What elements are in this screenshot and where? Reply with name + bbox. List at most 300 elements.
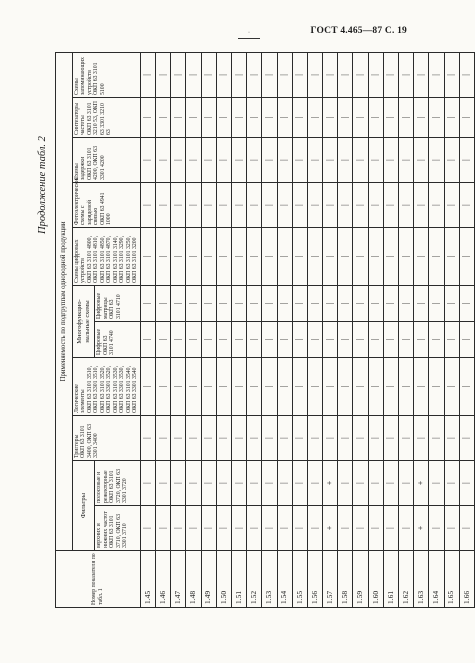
table-cell: |: [292, 416, 307, 461]
applicability-table: [55, 52, 475, 608]
table-cell: |: [429, 461, 444, 506]
column-codes: ОКП 63 3101 3210 53, ОКП 63 3301 3210 63: [86, 101, 113, 135]
table-cell: |: [399, 183, 414, 228]
table-row: [414, 52, 429, 607]
table-cell: |: [262, 286, 277, 322]
table-cell: |: [338, 286, 353, 322]
table-cell: |: [247, 52, 262, 97]
table-cell: |: [201, 286, 216, 322]
row-number: 1.65: [444, 551, 459, 608]
table-cell: |: [444, 138, 459, 183]
column-header: [73, 138, 141, 183]
column-codes: ОКП 63 3101 4800, ОКП 63 3101 4810, ОКП 63 3101 4850, ОКП 63 3101 4870, ОКП 63 3101 3140, ОКП 63 3101 3290, ОКП 63 3101 3250, ОКП 63 3101 3200: [86, 235, 139, 283]
table-cell: |: [307, 506, 322, 551]
table-row: [292, 52, 307, 607]
table-cell: |: [399, 322, 414, 358]
table-cell: |: [338, 138, 353, 183]
table-cell: |: [414, 98, 429, 138]
table-cell: |: [444, 286, 459, 322]
row-number-header: Номер показателя по табл. 1: [56, 551, 141, 608]
table-row: [247, 52, 262, 607]
page-mark: ·: [238, 30, 260, 39]
table-cell: |: [201, 322, 216, 358]
table-cell: |: [231, 138, 246, 183]
table-row: [201, 52, 216, 607]
table-cell: |: [247, 98, 262, 138]
column-header: [73, 98, 141, 138]
table-cell: |: [383, 461, 398, 506]
table-cell: |: [307, 98, 322, 138]
table-cell: |: [186, 228, 201, 286]
row-number: 1.48: [186, 551, 201, 608]
table-cell: |: [216, 52, 231, 97]
column-name: Триггеры: [74, 434, 80, 458]
table-cell: |: [216, 286, 231, 322]
row-number: 1.56: [307, 551, 322, 608]
table-cell: |: [414, 416, 429, 461]
table-cell: |: [353, 228, 368, 286]
row-number: 1.62: [399, 551, 414, 608]
table-cell: |: [307, 138, 322, 183]
table-cell: |: [307, 183, 322, 228]
table-cell: |: [140, 138, 155, 183]
table-cell: |: [186, 322, 201, 358]
table-cell: |: [429, 52, 444, 97]
table-cell: |: [368, 52, 383, 97]
table-row: [429, 52, 444, 607]
continuation-label: Продолжение табл. 2: [37, 136, 48, 234]
table-cell: |: [262, 228, 277, 286]
table-cell: |: [307, 228, 322, 286]
table-cell: |: [292, 183, 307, 228]
table-cell: +: [414, 461, 429, 506]
table-cell: |: [277, 52, 292, 97]
table-cell: |: [459, 52, 474, 97]
table-cell: |: [277, 98, 292, 138]
table-cell: |: [156, 52, 171, 97]
table-cell: |: [140, 461, 155, 506]
table-cell: |: [262, 506, 277, 551]
table-cell: |: [353, 138, 368, 183]
table-cell: |: [444, 416, 459, 461]
table-cell: |: [292, 52, 307, 97]
column-header: [95, 322, 140, 358]
table-cell: |: [353, 461, 368, 506]
page-header: ГОСТ 4.465—87 С. 19: [310, 26, 407, 36]
table-cell: |: [216, 98, 231, 138]
table-cell: |: [201, 506, 216, 551]
table-cell: |: [353, 183, 368, 228]
table-cell: |: [399, 286, 414, 322]
table-cell: |: [307, 461, 322, 506]
column-name: Схемы задержки: [74, 156, 87, 180]
table-cell: |: [292, 98, 307, 138]
column-codes: ОКП 63 3101 3710, ОКП 63 3301 3710: [109, 514, 129, 548]
table-cell: |: [399, 416, 414, 461]
table-cell: |: [262, 461, 277, 506]
table-cell: |: [201, 416, 216, 461]
table-cell: |: [368, 183, 383, 228]
table-cell: |: [186, 183, 201, 228]
table-cell: |: [444, 506, 459, 551]
table-cell: |: [156, 138, 171, 183]
table-cell: |: [171, 506, 186, 551]
table-cell: |: [140, 183, 155, 228]
table-cell: |: [247, 183, 262, 228]
table-cell: |: [171, 98, 186, 138]
table-cell: |: [216, 416, 231, 461]
column-codes: ОКП 63 3101 3720, ОКП 63 3301 3720: [109, 469, 129, 503]
table-cell: |: [231, 461, 246, 506]
table-cell: |: [459, 416, 474, 461]
table-cell: |: [262, 322, 277, 358]
table-cell: |: [459, 461, 474, 506]
table-row: [262, 52, 277, 607]
table-cell: +: [323, 506, 338, 551]
table-cell: |: [429, 98, 444, 138]
table-cell: |: [171, 228, 186, 286]
table-cell: |: [368, 461, 383, 506]
table-cell: |: [323, 138, 338, 183]
table-cell: |: [399, 358, 414, 416]
table-cell: |: [399, 52, 414, 97]
column-name: Фотоэлектрические схемы с зарядовой связью: [74, 176, 100, 225]
table-cell: |: [292, 228, 307, 286]
table-cell: |: [383, 138, 398, 183]
table-cell: |: [368, 322, 383, 358]
row-number: 1.64: [429, 551, 444, 608]
table-cell: |: [277, 286, 292, 322]
table-cell: |: [429, 506, 444, 551]
row-number: 1.55: [292, 551, 307, 608]
table-cell: |: [323, 322, 338, 358]
table-cell: |: [156, 506, 171, 551]
column-name: Цифровые: [96, 328, 103, 355]
table-cell: |: [171, 286, 186, 322]
table-cell: |: [140, 506, 155, 551]
table-cell: |: [277, 506, 292, 551]
row-number: 1.60: [368, 551, 383, 608]
table-cell: |: [414, 138, 429, 183]
table-cell: |: [338, 183, 353, 228]
column-codes: ОКП 63 3101 3400, ОКП 63 3301 3400: [80, 424, 100, 458]
table-cell: |: [368, 98, 383, 138]
table-cell: |: [262, 98, 277, 138]
table-cell: |: [231, 98, 246, 138]
table-cell: |: [201, 52, 216, 97]
table-cell: |: [186, 358, 201, 416]
table-cell: |: [186, 506, 201, 551]
row-number: 1.57: [323, 551, 338, 608]
table-cell: |: [323, 286, 338, 322]
column-header: [95, 461, 140, 506]
table-cell: |: [414, 228, 429, 286]
table-cell: |: [399, 98, 414, 138]
table-cell: |: [459, 98, 474, 138]
table-cell: |: [307, 52, 322, 97]
table-row: [383, 52, 398, 607]
table-cell: |: [201, 461, 216, 506]
table-row: [171, 52, 186, 607]
column-codes: ОКП 63 3101 4710: [109, 294, 122, 319]
table-cell: |: [231, 358, 246, 416]
table-cell: |: [231, 52, 246, 97]
row-number: 1.47: [171, 551, 186, 608]
column-name: Схемы цифровых устройств: [74, 239, 87, 283]
table-cell: |: [216, 138, 231, 183]
table-cell: |: [277, 228, 292, 286]
table-cell: |: [140, 228, 155, 286]
table-cell: |: [247, 322, 262, 358]
table-cell: |: [171, 322, 186, 358]
table-cell: |: [338, 461, 353, 506]
table-row: [156, 52, 171, 607]
table-cell: |: [216, 228, 231, 286]
table-cell: |: [383, 358, 398, 416]
table-cell: |: [292, 322, 307, 358]
table-cell: |: [323, 358, 338, 416]
table-cell: |: [292, 358, 307, 416]
table-cell: |: [307, 358, 322, 416]
row-number: 1.45: [140, 551, 155, 608]
table-cell: |: [383, 322, 398, 358]
table-cell: |: [231, 322, 246, 358]
table-cell: |: [444, 322, 459, 358]
table-body: [140, 52, 474, 607]
table-cell: |: [216, 322, 231, 358]
table-cell: |: [186, 138, 201, 183]
table-cell: |: [140, 358, 155, 416]
table-cell: |: [171, 138, 186, 183]
table-cell: |: [459, 286, 474, 322]
table-cell: |: [323, 228, 338, 286]
table-cell: |: [353, 416, 368, 461]
table-row: [459, 52, 474, 607]
table-cell: |: [201, 138, 216, 183]
table-cell: |: [156, 322, 171, 358]
table-cell: +: [414, 506, 429, 551]
table-cell: +: [323, 461, 338, 506]
column-header: [73, 52, 141, 97]
table-cell: |: [414, 183, 429, 228]
table-cell: |: [216, 183, 231, 228]
table-cell: |: [292, 506, 307, 551]
table-cell: |: [323, 183, 338, 228]
table-cell: |: [171, 358, 186, 416]
table-row: [399, 52, 414, 607]
row-number: 1.49: [201, 551, 216, 608]
table-cell: |: [231, 183, 246, 228]
table-cell: |: [383, 52, 398, 97]
table-cell: |: [414, 286, 429, 322]
table-cell: |: [140, 286, 155, 322]
table-cell: |: [323, 416, 338, 461]
table-cell: |: [429, 183, 444, 228]
table-row: [186, 52, 201, 607]
column-header: [95, 286, 140, 322]
table-cell: |: [444, 183, 459, 228]
table-cell: |: [156, 228, 171, 286]
table-cell: |: [186, 98, 201, 138]
table-cell: |: [414, 358, 429, 416]
table-cell: |: [262, 358, 277, 416]
table-cell: |: [171, 183, 186, 228]
main-header: Применяемость по подгруппам однородной продукции: [56, 52, 73, 550]
table-cell: |: [444, 461, 459, 506]
table-cell: |: [277, 461, 292, 506]
table-cell: |: [231, 506, 246, 551]
table-row: [140, 52, 155, 607]
table-cell: |: [444, 358, 459, 416]
column-header: [73, 358, 141, 416]
table-cell: |: [338, 52, 353, 97]
filters-group-header: Фильтры: [73, 461, 95, 551]
column-header: [73, 228, 141, 286]
column-codes: ОКП 63 3101 4740: [102, 330, 116, 355]
table-cell: |: [323, 98, 338, 138]
row-number: 1.59: [353, 551, 368, 608]
table-cell: |: [383, 416, 398, 461]
table-cell: |: [186, 52, 201, 97]
table-cell: |: [247, 138, 262, 183]
table-cell: |: [429, 138, 444, 183]
table-cell: |: [429, 358, 444, 416]
table-cell: |: [429, 322, 444, 358]
table-cell: |: [414, 52, 429, 97]
row-number: 1.58: [338, 551, 353, 608]
table-cell: |: [277, 183, 292, 228]
table-cell: |: [368, 506, 383, 551]
table-cell: |: [399, 138, 414, 183]
table-cell: |: [140, 322, 155, 358]
table-cell: |: [338, 322, 353, 358]
table-row: [277, 52, 292, 607]
column-codes: ОКП 63 3101 4200, ОКП 63 3301 4200: [86, 146, 106, 180]
table-cell: |: [262, 416, 277, 461]
column-codes: ОКП 63 3101 5100: [93, 62, 106, 95]
table-cell: |: [414, 322, 429, 358]
row-number: 1.52: [247, 551, 262, 608]
table-cell: |: [201, 183, 216, 228]
table-cell: |: [247, 228, 262, 286]
row-number: 1.51: [231, 551, 246, 608]
table-cell: |: [277, 138, 292, 183]
table-cell: |: [231, 416, 246, 461]
column-header: [73, 176, 141, 228]
table-cell: |: [368, 416, 383, 461]
table-cell: |: [292, 138, 307, 183]
table-cell: |: [247, 461, 262, 506]
table-cell: |: [140, 98, 155, 138]
table-cell: |: [247, 358, 262, 416]
table-cell: |: [277, 416, 292, 461]
column-codes: ОКП 63 4941 1000: [99, 192, 113, 225]
row-number: 1.46: [156, 551, 171, 608]
table-row: [368, 52, 383, 607]
column-name: Синтезаторы частоты: [74, 102, 87, 135]
table-cell: |: [277, 322, 292, 358]
column-codes: ОКП 63 3101 3510, ОКП 63 3301 3510, ОКП 63 3101 3520, ОКП 63 3301 3520, ОКП 63 3101 3530, ОКП 63 3301 3530, ОКП 63 3101 3540, ОКП 63 3301 3540: [86, 365, 139, 413]
table-cell: |: [262, 183, 277, 228]
table-cell: |: [368, 138, 383, 183]
table-cell: |: [231, 286, 246, 322]
table-cell: |: [444, 228, 459, 286]
table-cell: |: [156, 416, 171, 461]
table-cell: |: [156, 98, 171, 138]
table-cell: |: [353, 358, 368, 416]
table-cell: |: [459, 138, 474, 183]
table-cell: |: [216, 506, 231, 551]
table-cell: |: [292, 461, 307, 506]
table-cell: |: [368, 358, 383, 416]
table-cell: |: [201, 228, 216, 286]
table-cell: |: [353, 286, 368, 322]
table-cell: |: [383, 228, 398, 286]
table-cell: |: [444, 52, 459, 97]
row-number: 1.66: [459, 551, 474, 608]
table-cell: |: [156, 461, 171, 506]
table-cell: |: [277, 358, 292, 416]
table-cell: |: [307, 286, 322, 322]
table-cell: |: [459, 228, 474, 286]
table-cell: |: [383, 286, 398, 322]
table-cell: |: [399, 461, 414, 506]
table-cell: |: [247, 416, 262, 461]
table-cell: |: [262, 52, 277, 97]
table-cell: |: [171, 52, 186, 97]
table-cell: |: [459, 358, 474, 416]
table-row: [444, 52, 459, 607]
table-cell: |: [399, 506, 414, 551]
table-cell: |: [231, 228, 246, 286]
table-cell: |: [201, 358, 216, 416]
table-row: [323, 52, 338, 607]
table-cell: |: [353, 322, 368, 358]
table-cell: |: [459, 322, 474, 358]
column-name: полосовые и режекторные: [96, 470, 109, 503]
table-cell: |: [353, 52, 368, 97]
table-cell: |: [201, 98, 216, 138]
column-name: Схемы запоминающих устройств: [74, 57, 93, 95]
table-cell: |: [186, 416, 201, 461]
table-cell: |: [186, 461, 201, 506]
row-number: 1.53: [262, 551, 277, 608]
table-cell: |: [156, 286, 171, 322]
table-cell: |: [216, 358, 231, 416]
table-cell: |: [459, 183, 474, 228]
table-cell: |: [156, 183, 171, 228]
table-cell: |: [383, 183, 398, 228]
row-number: 1.63: [414, 551, 429, 608]
column-header: [95, 506, 140, 551]
table-row: [307, 52, 322, 607]
table-cell: |: [338, 416, 353, 461]
column-header: [73, 416, 141, 461]
table-cell: |: [140, 52, 155, 97]
table-cell: |: [216, 461, 231, 506]
table-row: [338, 52, 353, 607]
multifunc-group-header: Многофункцио-нальные схемы: [73, 286, 95, 358]
table-cell: |: [307, 322, 322, 358]
row-number: 1.61: [383, 551, 398, 608]
table-cell: |: [262, 138, 277, 183]
table-cell: |: [444, 98, 459, 138]
table-cell: |: [353, 506, 368, 551]
row-number: 1.54: [277, 551, 292, 608]
table-row: [353, 52, 368, 607]
rotated-table-area: [35, 47, 471, 612]
column-name: Цифровые матрицы: [96, 292, 109, 319]
